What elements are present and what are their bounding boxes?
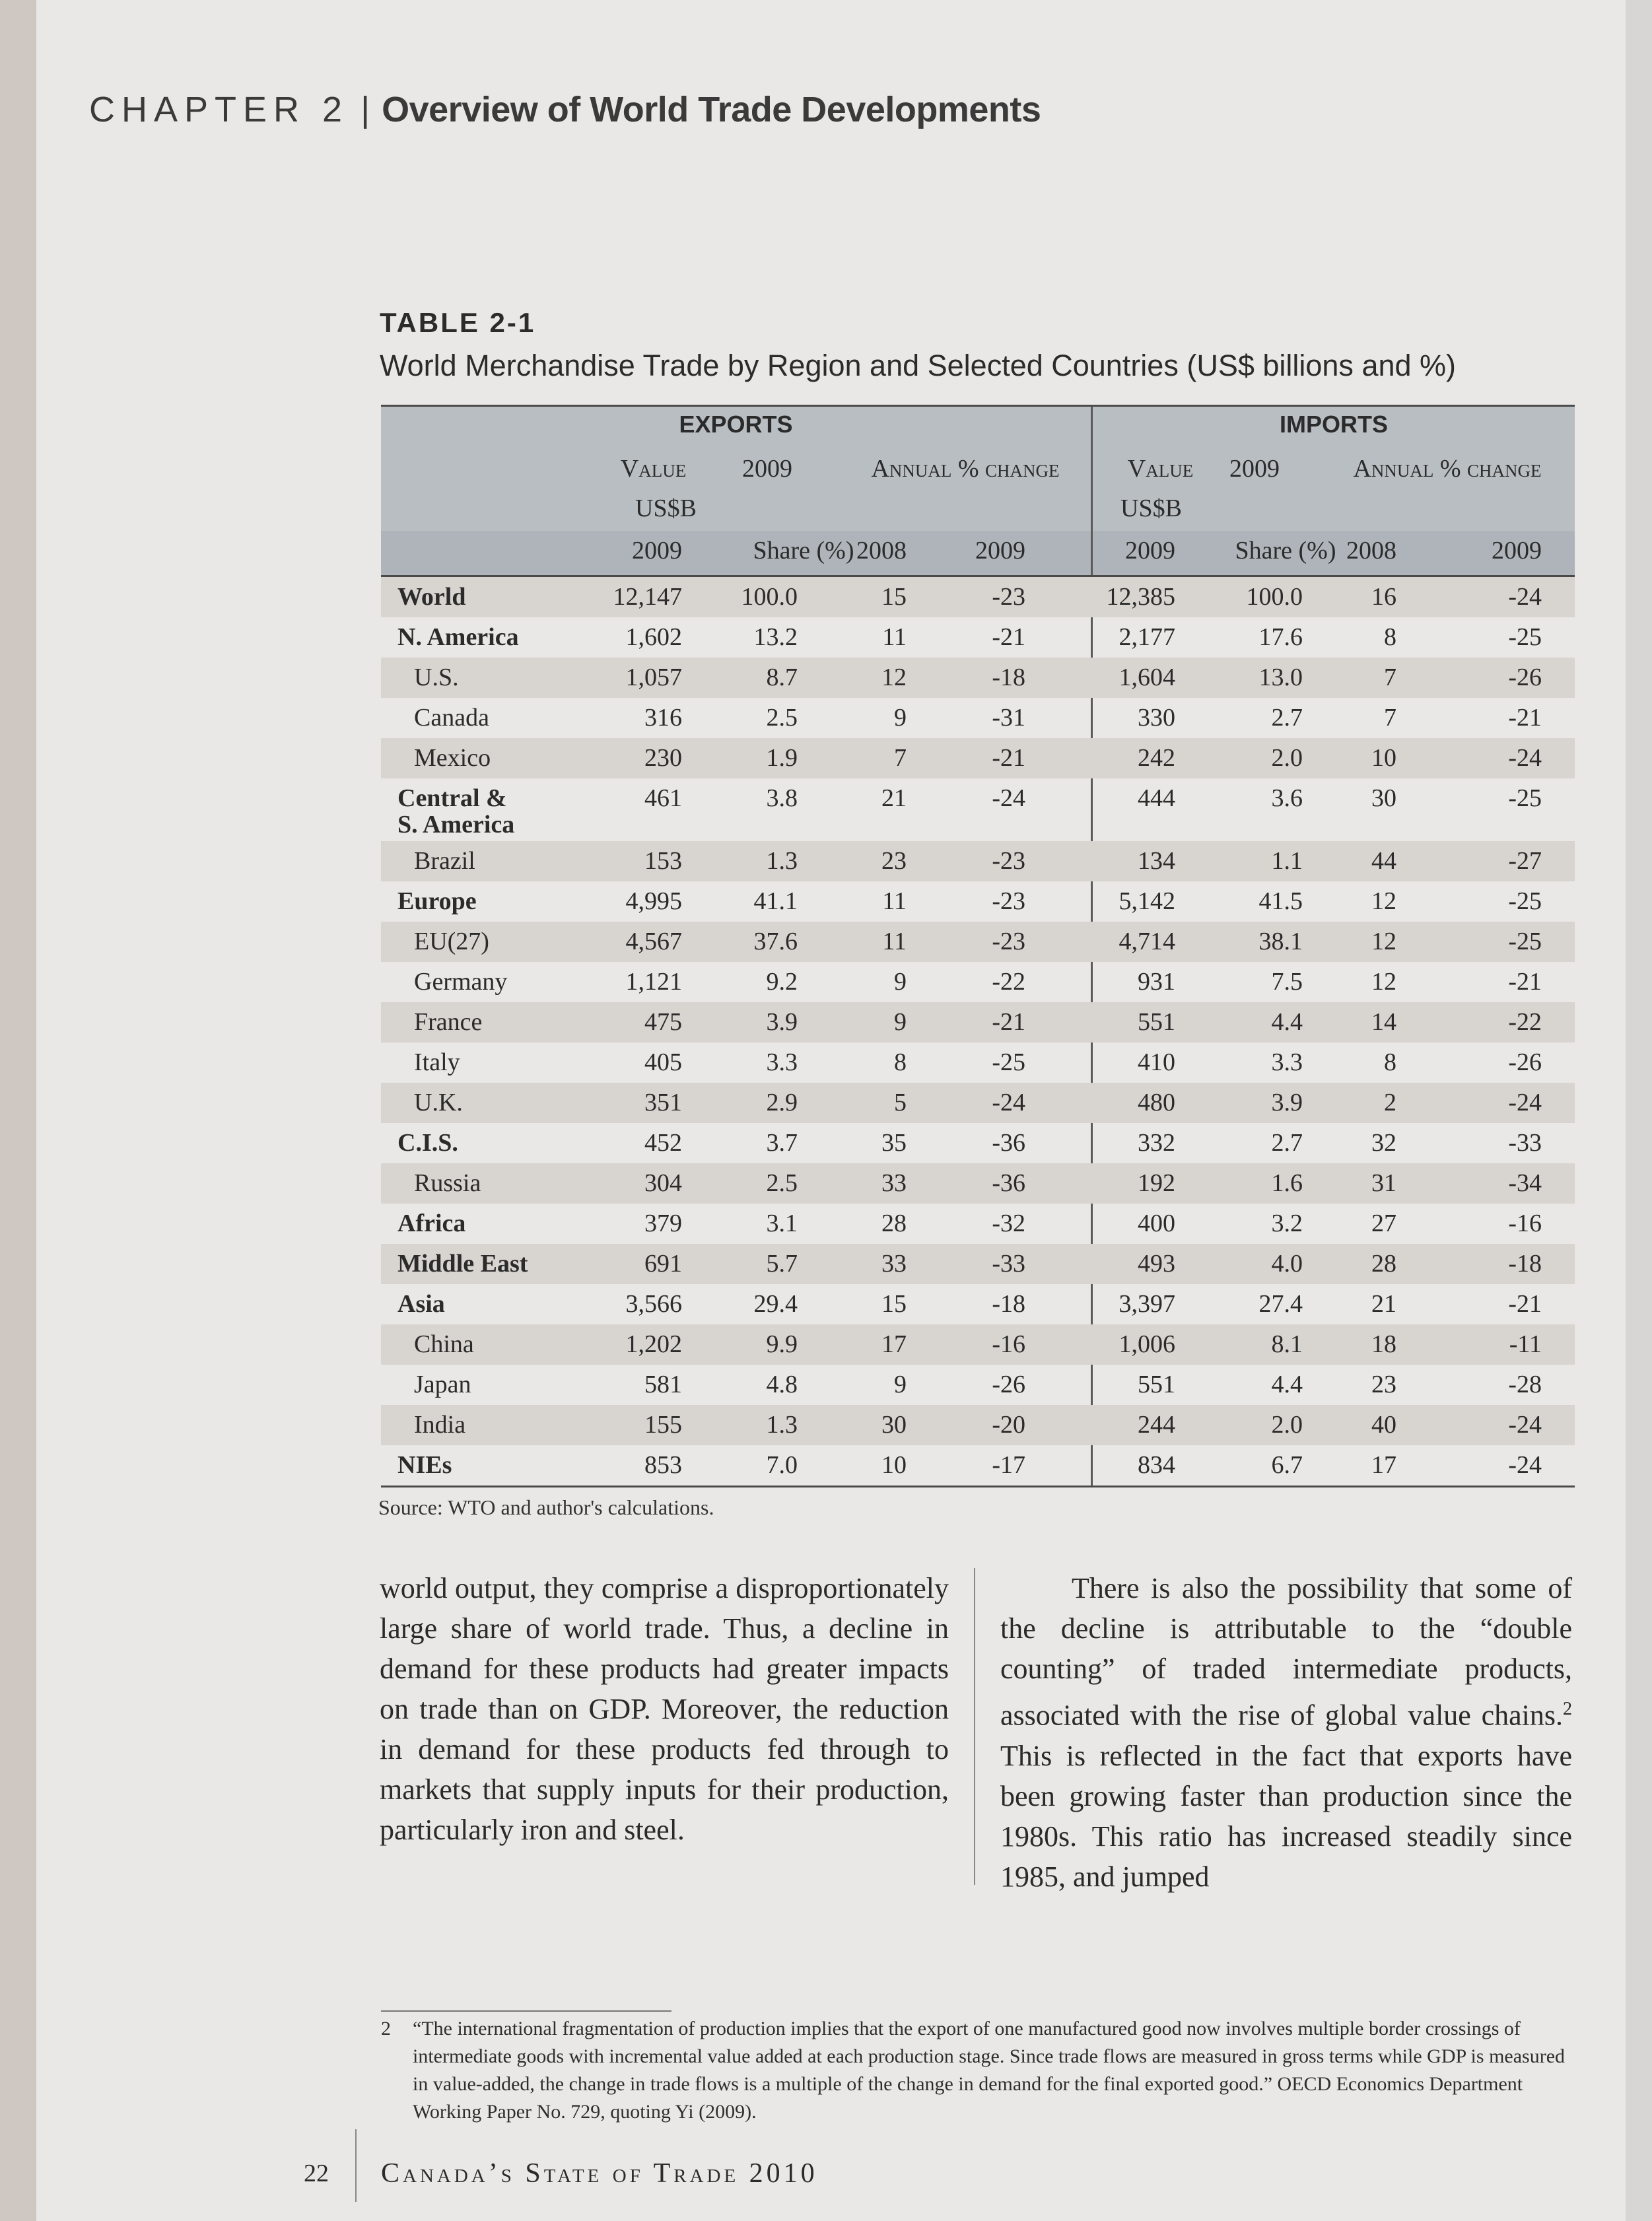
- row-label: France: [414, 1008, 483, 1036]
- exports-value-cell: 581: [644, 1371, 682, 1398]
- exports-2009-cell: -33: [992, 1250, 1025, 1278]
- exports-value-cell: 155: [644, 1411, 682, 1439]
- exports-change-2009: 2009: [975, 537, 1025, 564]
- table-body: [381, 577, 1575, 1487]
- exports-share-cell: 1.9: [766, 744, 798, 772]
- exports-year-header: 2009: [742, 455, 792, 483]
- exports-value-cell: 452: [644, 1129, 682, 1157]
- exports-value-cell: 351: [644, 1089, 682, 1116]
- row-label: Canada: [414, 704, 489, 732]
- table-row: [381, 1405, 1575, 1445]
- exports-2009-cell: -25: [992, 1048, 1025, 1076]
- imports-2009-cell: -25: [1508, 887, 1542, 915]
- exports-2008-cell: 10: [881, 1451, 907, 1479]
- table-row: [381, 841, 1575, 881]
- exports-2008-cell: 9: [894, 1371, 907, 1398]
- table-row: [381, 617, 1575, 658]
- imports-value-year: 2009: [1125, 537, 1175, 564]
- imports-share-cell: 3.2: [1271, 1210, 1303, 1237]
- imports-value-cell: 330: [1138, 704, 1175, 732]
- imports-2009-cell: -25: [1508, 928, 1542, 955]
- row-label: India: [414, 1411, 466, 1439]
- table-row: [381, 738, 1575, 778]
- exports-value-cell: 1,202: [625, 1330, 682, 1358]
- imports-share-cell: 2.7: [1271, 704, 1303, 732]
- table-row: [381, 698, 1575, 738]
- imports-2009-cell: -25: [1508, 784, 1542, 812]
- exports-2009-cell: -21: [992, 1008, 1025, 1036]
- row-label: EU(27): [414, 928, 489, 955]
- imports-change-2008: 2008: [1346, 537, 1396, 564]
- exports-2008-cell: 33: [881, 1250, 907, 1278]
- imports-2009-cell: -33: [1508, 1129, 1542, 1157]
- imports-change-2009: 2009: [1492, 537, 1542, 564]
- imports-change-header: Annual % change: [1353, 455, 1542, 483]
- exports-2009-cell: -21: [992, 623, 1025, 651]
- imports-share-header: Share (%): [1235, 537, 1336, 564]
- exports-2009-cell: -23: [992, 847, 1025, 875]
- row-label: Central &: [397, 784, 507, 812]
- footnote-text: “The international fragmentation of production implies that the export of one manufactured good now involves multiple border crossings of intermediate goods with incremental value added at each production stage. Since trade flows are measured in gross terms while GDP is measured in value-added, the change in trade flows is a multiple of the change in demand for the final exported good.” OECD Economics Department Working Paper No. 729, quoting Yi (2009).: [413, 2018, 1566, 2123]
- table-row: [381, 962, 1575, 1002]
- exports-share-cell: 41.1: [753, 887, 798, 915]
- exports-2009-cell: -23: [992, 928, 1025, 955]
- exports-2008-cell: 15: [881, 1290, 907, 1318]
- imports-value-cell: 242: [1138, 744, 1175, 772]
- exports-value-cell: 4,567: [625, 928, 682, 955]
- imports-2009-cell: -24: [1508, 1451, 1542, 1479]
- row-label: Africa: [397, 1210, 466, 1237]
- page-edge-left: [0, 0, 36, 2221]
- exports-value-cell: 475: [644, 1008, 682, 1036]
- exports-value-cell: 1,121: [625, 968, 682, 996]
- imports-2008-cell: 30: [1371, 784, 1396, 812]
- exports-2008-cell: 9: [894, 704, 907, 732]
- exports-change-2008: 2008: [856, 537, 907, 564]
- exports-2009-cell: -18: [992, 664, 1025, 691]
- exports-2008-cell: 11: [882, 623, 907, 651]
- chapter-title: Overview of World Trade Developments: [382, 90, 1041, 129]
- imports-share-cell: 3.9: [1271, 1089, 1303, 1116]
- imports-value-cell: 244: [1138, 1411, 1175, 1439]
- table-label: TABLE 2-1: [380, 307, 536, 338]
- exports-share-cell: 9.2: [766, 968, 798, 996]
- footnote: [381, 2015, 1575, 2126]
- exports-share-cell: 1.3: [766, 847, 798, 875]
- imports-2009-cell: -18: [1508, 1250, 1542, 1278]
- chapter-number: CHAPTER 2: [89, 90, 349, 129]
- imports-value-header: Value: [1127, 455, 1194, 483]
- table-row: [381, 1324, 1575, 1365]
- footnote-ref: 2: [1563, 1699, 1572, 1719]
- exports-2009-cell: -17: [992, 1451, 1025, 1479]
- imports-2009-cell: -21: [1508, 704, 1542, 732]
- exports-2008-cell: 11: [882, 928, 907, 955]
- exports-value-cell: 153: [644, 847, 682, 875]
- row-label: Middle East: [397, 1250, 528, 1278]
- imports-share-cell: 7.5: [1271, 968, 1303, 996]
- imports-value-cell: 332: [1138, 1129, 1175, 1157]
- exports-value-header: Value: [620, 455, 687, 483]
- body-text-part-a: There is also the possibility that some of the decline is attributable to the “double counting” of traded intermediate products, associated with the rise of global value chains.: [1000, 1572, 1572, 1732]
- table-row: [381, 1083, 1575, 1123]
- imports-2009-cell: -26: [1508, 1048, 1542, 1076]
- imports-value-cell: 444: [1138, 784, 1175, 812]
- imports-2009-cell: -24: [1508, 1411, 1542, 1439]
- row-label-line2: S. America: [397, 811, 515, 838]
- exports-share-cell: 1.3: [766, 1411, 798, 1439]
- column-divider: [974, 1568, 975, 1885]
- exports-value-cell: 1,057: [625, 664, 682, 691]
- table-row: [381, 1244, 1575, 1284]
- table-row: [381, 1002, 1575, 1042]
- table-header: [381, 405, 1575, 577]
- imports-value-cell: 134: [1138, 847, 1175, 875]
- imports-2008-cell: 14: [1371, 1008, 1396, 1036]
- imports-share-cell: 38.1: [1258, 928, 1303, 955]
- row-label: Brazil: [414, 847, 475, 875]
- imports-2009-cell: -25: [1508, 623, 1542, 651]
- table-row: [381, 1204, 1575, 1244]
- imports-2009-cell: -16: [1508, 1210, 1542, 1237]
- imports-value-cell: 12,385: [1106, 583, 1175, 611]
- exports-share-cell: 3.3: [766, 1048, 798, 1076]
- imports-2008-cell: 12: [1371, 968, 1396, 996]
- imports-2008-cell: 7: [1384, 704, 1396, 732]
- exports-value-cell: 230: [644, 744, 682, 772]
- imports-2008-cell: 23: [1371, 1371, 1396, 1398]
- exports-2008-cell: 28: [881, 1210, 907, 1237]
- imports-2008-cell: 2: [1384, 1089, 1396, 1116]
- exports-value-year: 2009: [632, 537, 682, 564]
- exports-share-cell: 7.0: [766, 1451, 798, 1479]
- exports-2008-cell: 35: [881, 1129, 907, 1157]
- table-row: [381, 1163, 1575, 1204]
- exports-value-cell: 691: [644, 1250, 682, 1278]
- imports-share-cell: 4.0: [1271, 1250, 1303, 1278]
- imports-2009-cell: -24: [1508, 744, 1542, 772]
- exports-2008-cell: 30: [881, 1411, 907, 1439]
- exports-value-cell: 461: [644, 784, 682, 812]
- exports-share-cell: 3.9: [766, 1008, 798, 1036]
- row-label: N. America: [397, 623, 519, 651]
- exports-2008-cell: 15: [881, 583, 907, 611]
- body-column-left: [380, 1568, 949, 1850]
- imports-2008-cell: 10: [1371, 744, 1396, 772]
- table-row: [381, 881, 1575, 922]
- imports-value-cell: 2,177: [1119, 623, 1175, 651]
- exports-share-cell: 9.9: [766, 1330, 798, 1358]
- exports-2008-cell: 23: [881, 847, 907, 875]
- exports-share-header: Share (%): [753, 537, 854, 564]
- imports-share-cell: 17.6: [1258, 623, 1303, 651]
- exports-value-cell: 316: [644, 704, 682, 732]
- exports-2009-cell: -16: [992, 1330, 1025, 1358]
- imports-value-cell: 551: [1138, 1371, 1175, 1398]
- exports-share-cell: 5.7: [766, 1250, 798, 1278]
- imports-2008-cell: 17: [1371, 1451, 1396, 1479]
- imports-2008-cell: 40: [1371, 1411, 1396, 1439]
- exports-2009-cell: -26: [992, 1371, 1025, 1398]
- imports-share-cell: 3.3: [1271, 1048, 1303, 1076]
- table-row: [381, 1284, 1575, 1324]
- table-row: [381, 1042, 1575, 1083]
- header-separator: |: [361, 90, 370, 129]
- imports-share-cell: 3.6: [1271, 784, 1303, 812]
- imports-share-cell: 13.0: [1258, 664, 1303, 691]
- exports-2009-cell: -32: [992, 1210, 1025, 1237]
- exports-2009-cell: -36: [992, 1129, 1025, 1157]
- exports-share-cell: 2.5: [766, 704, 798, 732]
- exports-2008-cell: 33: [881, 1169, 907, 1197]
- imports-share-cell: 2.0: [1271, 1411, 1303, 1439]
- imports-share-cell: 2.7: [1271, 1129, 1303, 1157]
- row-label: Italy: [414, 1048, 460, 1076]
- imports-2008-cell: 28: [1371, 1250, 1396, 1278]
- exports-2008-cell: 7: [894, 744, 907, 772]
- imports-2008-cell: 18: [1371, 1330, 1396, 1358]
- row-label: World: [397, 583, 466, 611]
- footnote-rule: [381, 2010, 671, 2012]
- imports-2009-cell: -22: [1508, 1008, 1542, 1036]
- exports-2008-cell: 9: [894, 1008, 907, 1036]
- table-row: [381, 658, 1575, 698]
- exports-value-cell: 12,147: [613, 583, 682, 611]
- imports-2008-cell: 12: [1371, 928, 1396, 955]
- imports-2009-cell: -24: [1508, 1089, 1542, 1116]
- exports-2009-cell: -21: [992, 744, 1025, 772]
- body-paragraph: world output, they comprise a disproportionately large share of world trade. Thus, a decline in demand for these products had greater impacts on trade than on GDP. Moreover, the reduction in demand for these products fed through to markets that supply inputs for their production, particularly iron and steel.: [380, 1572, 949, 1846]
- body-paragraph: [1000, 1568, 1572, 1897]
- exports-change-header: Annual % change: [871, 455, 1060, 483]
- table-row: [381, 1445, 1575, 1486]
- exports-value-cell: 1,602: [625, 623, 682, 651]
- imports-value-cell: 493: [1138, 1250, 1175, 1278]
- row-label: Asia: [397, 1290, 445, 1318]
- imports-value-cell: 4,714: [1119, 928, 1175, 955]
- trade-table: [381, 405, 1575, 1487]
- exports-2009-cell: -22: [992, 968, 1025, 996]
- table-row: [381, 1365, 1575, 1405]
- row-label: Russia: [414, 1169, 481, 1197]
- imports-2009-cell: -24: [1508, 583, 1542, 611]
- imports-share-cell: 6.7: [1271, 1451, 1303, 1479]
- exports-share-cell: 4.8: [766, 1371, 798, 1398]
- imports-2008-cell: 12: [1371, 887, 1396, 915]
- imports-value-cell: 480: [1138, 1089, 1175, 1116]
- imports-share-cell: 100.0: [1246, 583, 1303, 611]
- imports-value-cell: 410: [1138, 1048, 1175, 1076]
- row-label: C.I.S.: [397, 1129, 458, 1157]
- imports-2008-cell: 27: [1371, 1210, 1396, 1237]
- imports-2009-cell: -26: [1508, 664, 1542, 691]
- body-column-right: [1000, 1568, 1572, 1897]
- imports-2009-cell: -34: [1508, 1169, 1542, 1197]
- imports-share-cell: 27.4: [1258, 1290, 1303, 1318]
- exports-2009-cell: -24: [992, 1089, 1025, 1116]
- exports-usb-header: US$B: [635, 495, 697, 522]
- row-label: NIEs: [397, 1451, 452, 1479]
- imports-year-header: 2009: [1229, 455, 1280, 483]
- exports-share-cell: 13.2: [753, 623, 798, 651]
- row-label: U.S.: [414, 664, 459, 691]
- imports-value-cell: 551: [1138, 1008, 1175, 1036]
- imports-2008-cell: 8: [1384, 1048, 1396, 1076]
- row-label: Mexico: [414, 744, 491, 772]
- row-label: Europe: [397, 887, 477, 915]
- exports-2008-cell: 5: [894, 1089, 907, 1116]
- exports-2009-cell: -36: [992, 1169, 1025, 1197]
- table-row: [381, 778, 1575, 841]
- exports-share-cell: 29.4: [753, 1290, 798, 1318]
- imports-share-cell: 41.5: [1258, 887, 1303, 915]
- row-label: China: [414, 1330, 474, 1358]
- publication-title: Canada’s State of Trade 2010: [381, 2158, 818, 2189]
- exports-group-header: EXPORTS: [679, 411, 793, 438]
- exports-value-cell: 853: [644, 1451, 682, 1479]
- imports-share-cell: 1.6: [1271, 1169, 1303, 1197]
- exports-2008-cell: 17: [881, 1330, 907, 1358]
- exports-share-cell: 8.7: [766, 664, 798, 691]
- imports-share-cell: 8.1: [1271, 1330, 1303, 1358]
- imports-usb-header: US$B: [1120, 495, 1182, 522]
- footer-rule: [355, 2129, 357, 2202]
- imports-value-cell: 3,397: [1119, 1290, 1175, 1318]
- table-row: [381, 1123, 1575, 1163]
- exports-share-cell: 100.0: [741, 583, 798, 611]
- exports-value-cell: 379: [644, 1210, 682, 1237]
- table-row: [381, 577, 1575, 617]
- imports-2008-cell: 32: [1371, 1129, 1396, 1157]
- imports-share-cell: 4.4: [1271, 1371, 1303, 1398]
- row-label: Japan: [414, 1371, 471, 1398]
- imports-value-cell: 5,142: [1119, 887, 1175, 915]
- table-title: World Merchandise Trade by Region and Selected Countries (US$ billions and %): [380, 349, 1457, 382]
- imports-2008-cell: 44: [1371, 847, 1396, 875]
- imports-2009-cell: -11: [1509, 1330, 1542, 1358]
- imports-group-header: IMPORTS: [1279, 411, 1388, 438]
- imports-2009-cell: -28: [1508, 1371, 1542, 1398]
- exports-2008-cell: 11: [882, 887, 907, 915]
- imports-value-cell: 931: [1138, 968, 1175, 996]
- imports-share-cell: 2.0: [1271, 744, 1303, 772]
- exports-value-cell: 4,995: [625, 887, 682, 915]
- exports-share-cell: 2.5: [766, 1169, 798, 1197]
- exports-share-cell: 3.7: [766, 1129, 798, 1157]
- exports-value-cell: 3,566: [625, 1290, 682, 1318]
- exports-2008-cell: 12: [881, 664, 907, 691]
- chapter-header: [89, 89, 1041, 130]
- exports-value-cell: 405: [644, 1048, 682, 1076]
- exports-share-cell: 3.8: [766, 784, 798, 812]
- footnote-number: 2: [381, 2018, 391, 2039]
- exports-2009-cell: -20: [992, 1411, 1025, 1439]
- exports-value-cell: 304: [644, 1169, 682, 1197]
- exports-2008-cell: 21: [881, 784, 907, 812]
- table-row: [381, 922, 1575, 962]
- row-label: Germany: [414, 968, 508, 996]
- imports-2008-cell: 7: [1384, 664, 1396, 691]
- exports-2009-cell: -23: [992, 583, 1025, 611]
- imports-value-cell: 1,006: [1119, 1330, 1175, 1358]
- exports-2008-cell: 9: [894, 968, 907, 996]
- imports-share-cell: 4.4: [1271, 1008, 1303, 1036]
- imports-2008-cell: 8: [1384, 623, 1396, 651]
- exports-2009-cell: -31: [992, 704, 1025, 732]
- exports-2009-cell: -23: [992, 887, 1025, 915]
- page-number: 22: [304, 2160, 329, 2187]
- imports-value-cell: 192: [1138, 1169, 1175, 1197]
- exports-share-cell: 3.1: [766, 1210, 798, 1237]
- exports-2009-cell: -18: [992, 1290, 1025, 1318]
- imports-2008-cell: 31: [1371, 1169, 1396, 1197]
- body-text-part-b: This is reflected in the fact that exports have been growing faster than production since the 1980s. This ratio has increased steadily since 1985, and jumped: [1000, 1739, 1572, 1893]
- exports-share-cell: 2.9: [766, 1089, 798, 1116]
- exports-2008-cell: 8: [894, 1048, 907, 1076]
- exports-2009-cell: -24: [992, 784, 1025, 812]
- imports-2009-cell: -27: [1508, 847, 1542, 875]
- imports-2008-cell: 21: [1371, 1290, 1396, 1318]
- imports-value-cell: 834: [1138, 1451, 1175, 1479]
- imports-share-cell: 1.1: [1271, 847, 1303, 875]
- exports-share-cell: 37.6: [753, 928, 798, 955]
- imports-value-cell: 400: [1138, 1210, 1175, 1237]
- imports-value-cell: 1,604: [1119, 664, 1175, 691]
- table-source: Source: WTO and author's calculations.: [378, 1495, 714, 1519]
- page-edge-right: [1626, 0, 1652, 2221]
- row-label: U.K.: [414, 1089, 463, 1116]
- imports-2008-cell: 16: [1371, 583, 1396, 611]
- imports-2009-cell: -21: [1508, 1290, 1542, 1318]
- imports-2009-cell: -21: [1508, 968, 1542, 996]
